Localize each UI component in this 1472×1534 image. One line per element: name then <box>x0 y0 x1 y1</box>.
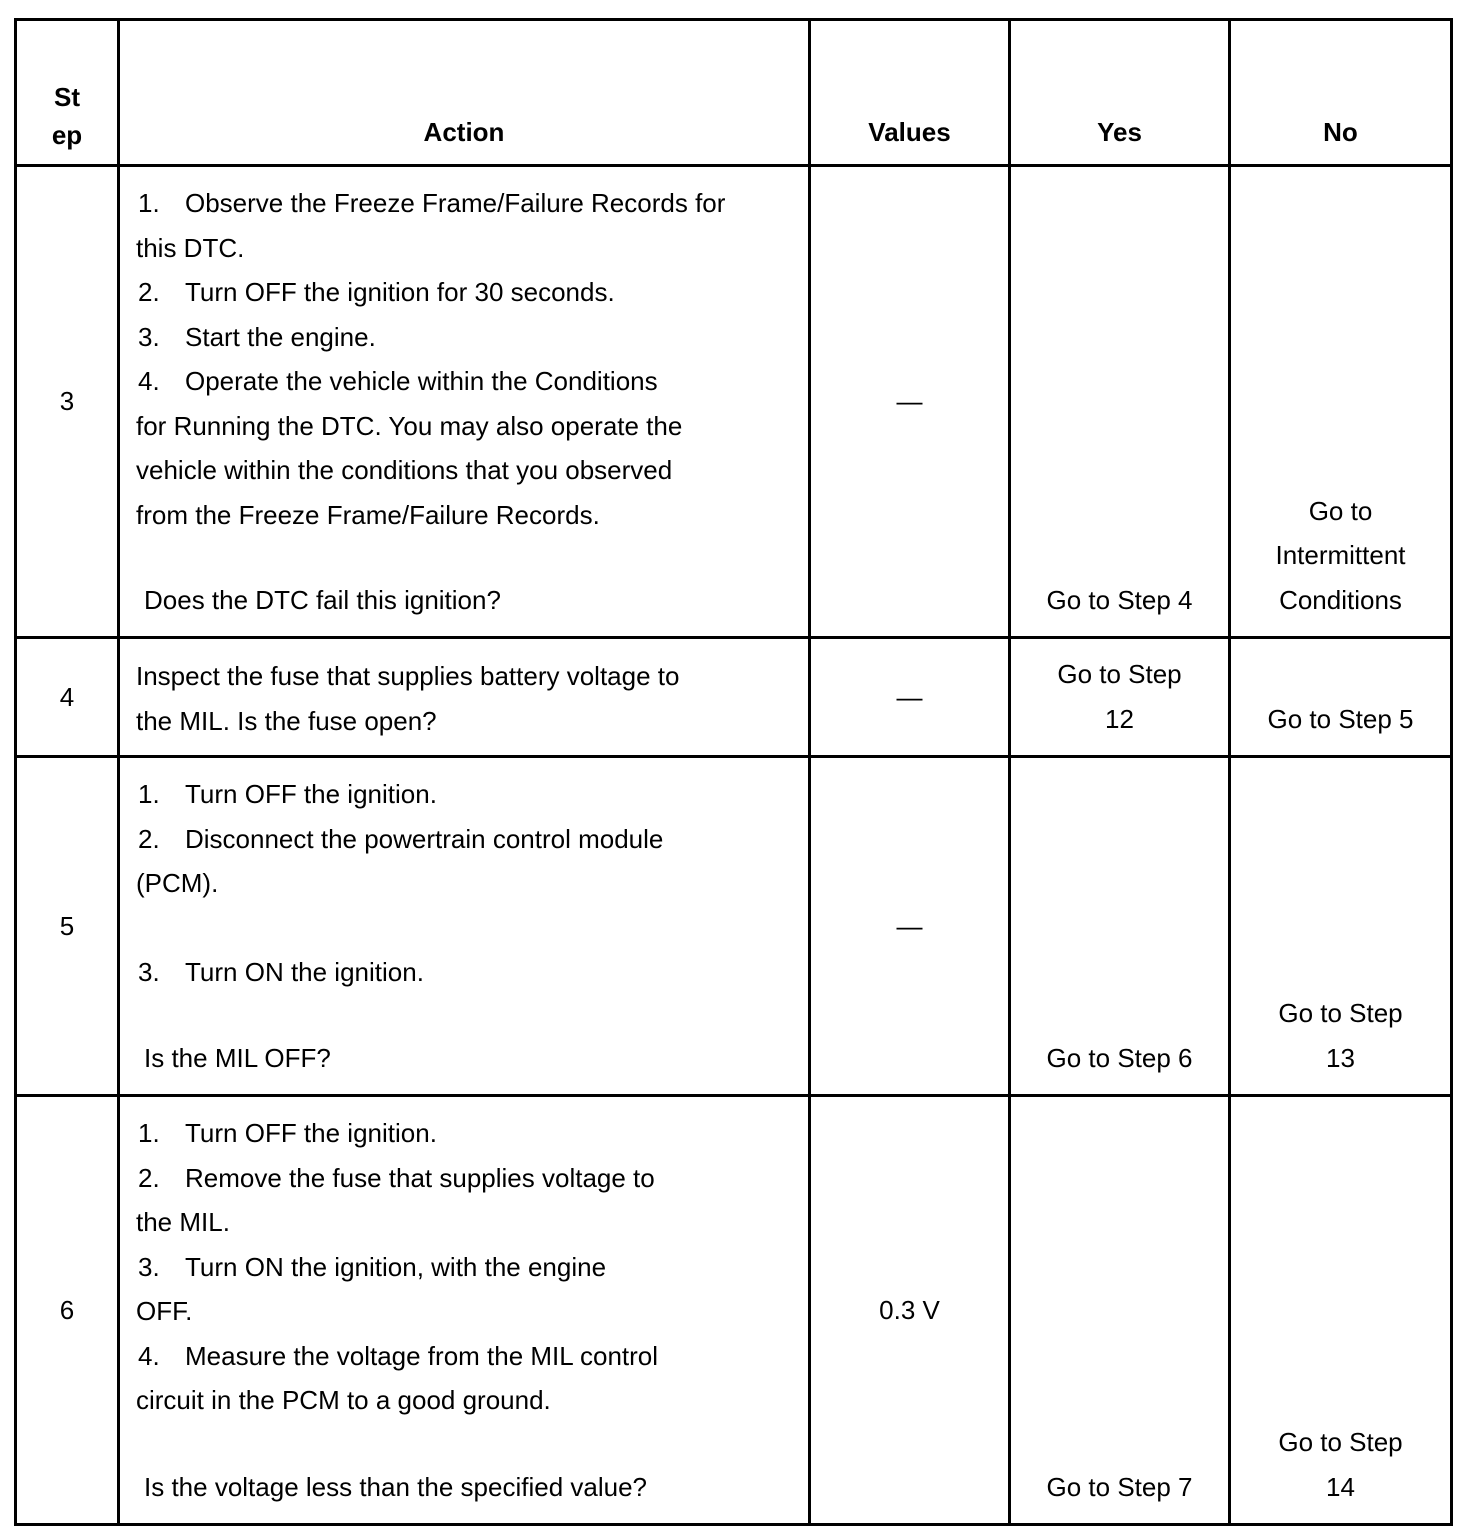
no-cell <box>1230 1096 1452 1525</box>
value-cell <box>810 757 1010 1096</box>
no-text: Go to Intermittent Conditions <box>1275 495 1406 615</box>
yes-cell <box>1010 1096 1230 1525</box>
value-text: 0.3 V <box>879 1294 940 1325</box>
diagnostic-document <box>14 18 1450 1526</box>
action-line: Inspect the fuse that supplies battery voltage to <box>136 661 680 691</box>
action-line: 1. Turn OFF the ignition. <box>138 779 437 809</box>
table-header-row <box>16 20 1452 166</box>
action-line: from the Freeze Frame/Failure Records. <box>136 499 600 530</box>
table-row <box>16 638 1452 757</box>
yes-cell <box>1010 166 1230 638</box>
diagnostic-table <box>14 18 1453 1526</box>
no-text: Go to Step 5 <box>1267 703 1414 734</box>
action-line: this DTC. <box>136 232 245 263</box>
action-line: circuit in the PCM to a good ground. <box>136 1385 551 1415</box>
no-cell <box>1230 638 1452 757</box>
value-cell <box>810 638 1010 757</box>
value-text: — <box>896 910 923 941</box>
action-cell <box>119 166 810 638</box>
yes-cell <box>1010 757 1230 1096</box>
action-cell <box>119 638 810 757</box>
action-cell <box>119 1096 810 1525</box>
header-action: Action <box>119 20 810 166</box>
no-cell <box>1230 166 1452 638</box>
action-cell <box>119 757 810 1096</box>
no-text: Go to Step 13 <box>1278 998 1403 1073</box>
action-line <box>136 906 798 951</box>
header-step-line1: St <box>54 82 80 112</box>
action-line: 3. Start the engine. <box>138 321 376 352</box>
no-cell <box>1230 757 1452 1096</box>
table-row <box>16 166 1452 638</box>
no-text: Go to Step 14 <box>1278 1427 1403 1502</box>
action-line: the MIL. <box>136 1207 230 1237</box>
step-number: 3 <box>59 386 75 417</box>
header-step-line2: ep <box>51 120 83 150</box>
action-question: Is the voltage less than the specified value? <box>144 1471 647 1502</box>
table-row <box>16 1096 1452 1525</box>
step-number: 4 <box>59 681 75 712</box>
yes-text: Go to Step 12 <box>1057 659 1182 734</box>
yes-text: Go to Step 4 <box>1046 584 1193 615</box>
yes-text: Go to Step 6 <box>1046 1042 1193 1073</box>
yes-cell <box>1010 638 1230 757</box>
step-cell <box>16 1096 119 1525</box>
value-text: — <box>896 386 923 417</box>
header-yes: Yes <box>1010 20 1230 166</box>
header-values: Values <box>810 20 1010 166</box>
action-line: vehicle within the conditions that you observed <box>136 455 673 485</box>
header-no: No <box>1230 20 1452 166</box>
action-question: Is the MIL OFF? <box>144 1042 331 1073</box>
action-line: 4. Measure the voltage from the MIL control <box>138 1340 659 1371</box>
action-lines <box>136 772 798 995</box>
value-cell <box>810 1096 1010 1525</box>
action-line: 4. Operate the vehicle within the Conditions <box>138 366 658 396</box>
action-line: OFF. <box>136 1296 193 1326</box>
action-line: 3. Turn ON the ignition, with the engine <box>138 1251 607 1282</box>
table-row <box>16 757 1452 1096</box>
action-lines <box>136 1111 798 1423</box>
action-line: for Running the DTC. You may also operate the <box>136 410 683 441</box>
action-question: Does the DTC fail this ignition? <box>144 584 501 615</box>
action-line: the MIL. Is the fuse open? <box>136 705 437 736</box>
step-number: 5 <box>59 910 75 941</box>
action-line: (PCM). <box>136 868 219 898</box>
value-text: — <box>896 681 923 712</box>
action-line: 1. Observe the Freeze Frame/Failure Records for <box>138 188 726 218</box>
step-cell <box>16 166 119 638</box>
action-line: 2. Remove the fuse that supplies voltage to <box>138 1162 655 1193</box>
action-line: 2. Disconnect the powertrain control module <box>138 823 664 854</box>
action-line: 3. Turn ON the ignition. <box>138 957 424 987</box>
value-cell <box>810 166 1010 638</box>
header-step <box>16 20 119 166</box>
yes-text: Go to Step 7 <box>1046 1471 1193 1502</box>
action-lines <box>136 181 798 537</box>
step-cell <box>16 757 119 1096</box>
step-cell <box>16 638 119 757</box>
action-line: 2. Turn OFF the ignition for 30 seconds. <box>138 277 615 307</box>
action-line: 1. Turn OFF the ignition. <box>138 1118 437 1148</box>
step-number: 6 <box>59 1294 75 1325</box>
action-lines <box>136 654 798 743</box>
